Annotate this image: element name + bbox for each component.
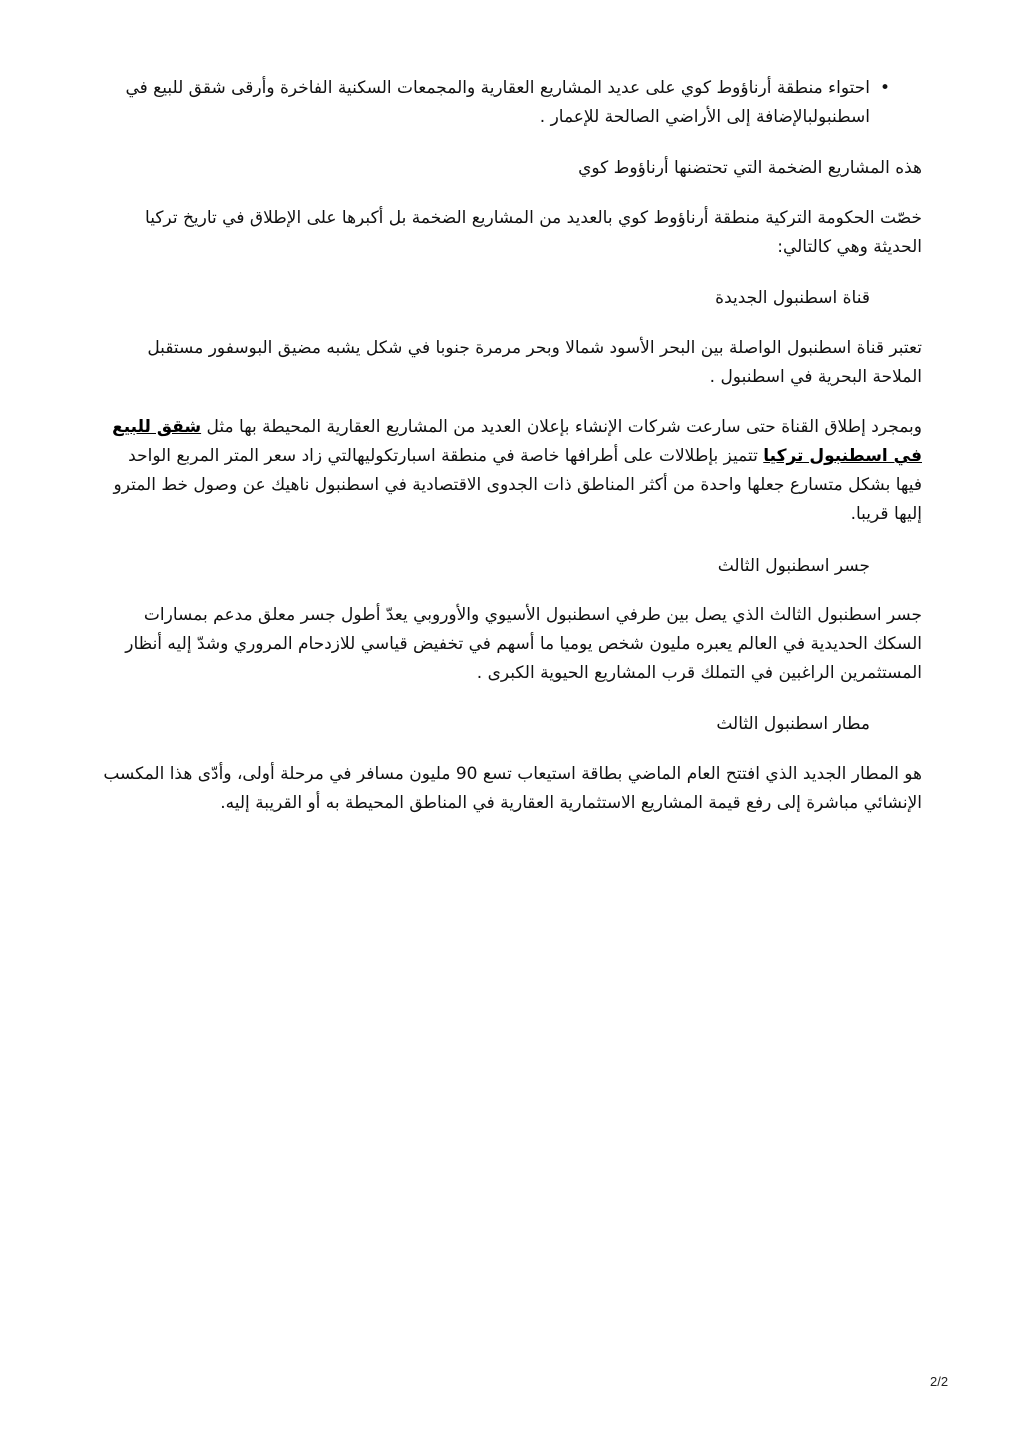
bullet-marker: •: [879, 78, 890, 98]
paragraph-canal-projects-before: وبمجرد إطلاق القناة حتى سارعت شركات الإنشاء بإعلان العديد من المشاريع العقارية المحيطة بها مثل: [201, 417, 922, 437]
paragraph-canal-projects-after: تتميز بإطلالات على أطرافها خاصة في منطقة اسبارتكوليهالتي زاد سعر المتر المربع الواحد فيها بشكل متسارع جعلها واحدة من أكثر المناطق ذات الجدوى الاقتصادية في اسطنبول ناهيك عن وصول خط المترو إليها قريبا.: [113, 446, 922, 524]
paragraph-government-projects: خصّت الحكومة التركية منطقة أرناؤوط كوي بالعديد من المشاريع الضخمة بل أكبرها على الإطلاق في تاريخ تركيا الحديثة وهي كالتالي:: [145, 208, 922, 257]
heading-new-istanbul-canal: قناة اسطنبول الجديدة: [715, 288, 870, 308]
paragraph-bridge-description: جسر اسطنبول الثالث الذي يصل بين طرفي اسطنبول الأسيوي والأوروبي يعدّ أطول جسر معلق مدعم بمسارات السكك الحديدية في العالم يعبره مليون شخص يوميا ما أسهم في تخفيض قياسي للازدحام المروري وشدّ إليه أنظار المستثمرين الراغبين في التملك قرب المشاريع الحيوية الكبرى .: [125, 605, 922, 683]
heading-third-airport: مطار اسطنبول الثالث: [716, 714, 870, 734]
paragraph-projects-intro: هذه المشاريع الضخمة التي تحتضنها أرناؤوط كوي: [578, 158, 922, 178]
page-number: 2/2: [930, 1374, 949, 1389]
apartments-for-sale-link[interactable]: شقق للبيع في اسطنبول تركيا: [112, 417, 922, 466]
bullet-text: احتواء منطقة أرناؤوط كوي على عديد المشاريع العقارية والمجمعات السكنية الفاخرة وأرقى شقق للبيع في اسطنبولبالإضافة إلى الأراضي الصالحة للإعمار .: [125, 78, 870, 127]
heading-third-bridge: جسر اسطنبول الثالث: [717, 556, 870, 576]
paragraph-canal-description: تعتبر قناة اسطنبول الواصلة بين البحر الأسود شمالا وبحر مرمرة جنوبا في شكل يشبه مضيق البوسفور مستقبل الملاحة البحرية في اسطنبول .: [147, 338, 922, 387]
paragraph-canal-projects: [102, 413, 922, 529]
bullet-list-item: [110, 74, 890, 132]
paragraph-airport-description: هو المطار الجديد الذي افتتح العام الماضي بطاقة استيعاب تسع 90 مليون مسافر في مرحلة أولى، وأدّى هذا المكسب الإنشائي مباشرة إلى رفع قيمة المشاريع الاستثمارية العقارية في المناطق المحيطة به أو القريبة إليه.: [103, 764, 922, 813]
